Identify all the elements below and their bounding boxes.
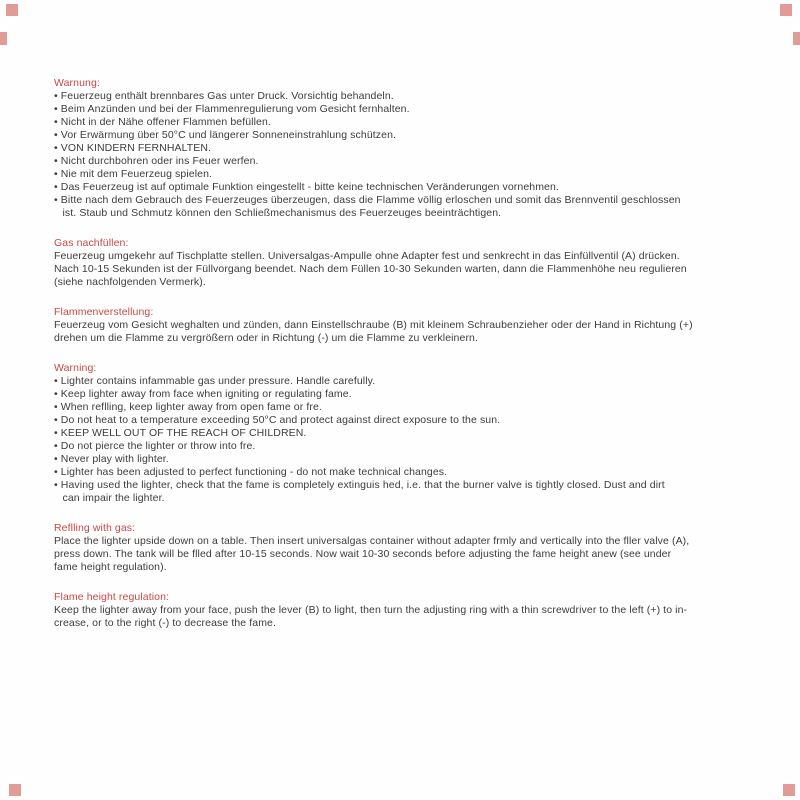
- text-line: • Lighter has been adjusted to perfect functioning - do not make technical changes.: [54, 466, 448, 478]
- text-line: • Das Feuerzeug ist auf optimale Funktion eingestellt - bitte keine technischen Veränderungen vornehmen.: [54, 181, 559, 193]
- section-heading: Flame height regulation:: [54, 591, 170, 603]
- text-column: [54, 77, 760, 647]
- text-line: • VON KINDERN FERNHALTEN.: [54, 142, 212, 154]
- text-line: Nach 10-15 Sekunden ist der Füllvorgang beendet. Nach dem Füllen 10-30 Sekunden warten, dann die Flammenhöhe neu regulieren: [54, 263, 687, 275]
- text-line: • KEEP WELL OUT OF THE REACH OF CHILDREN.: [54, 427, 307, 439]
- section-refilling-with-gas: [54, 522, 760, 574]
- text-line: • Feuerzeug enthält brennbares Gas unter Druck. Vorsichtig behandeln.: [54, 90, 394, 102]
- text-line: • Keep lighter away from face when igniting or regulating fame.: [54, 388, 352, 400]
- text-line-continuation: can impair the lighter.: [62, 492, 165, 504]
- section-heading: Gas nachfüllen:: [54, 237, 129, 249]
- text-line: drehen um die Flamme zu vergrößern oder in Richtung (-) um die Flamme zu verkleinern.: [54, 332, 478, 344]
- text-line: Feuerzeug umgekehr auf Tischplatte stellen. Universalgas-Ampulle ohne Adapter fest und senkrecht in das Einfüllventil (A) drücken.: [54, 250, 680, 262]
- section-flammenverstellung: [54, 306, 760, 345]
- section-heading: Warnung:: [54, 77, 100, 89]
- watermark-fragment: [783, 784, 795, 796]
- text-line: • Do not heat to a temperature exceeding 50°C and protect against direct exposure to the sun.: [54, 414, 501, 426]
- text-line: • Nie mit dem Feuerzeug spielen.: [54, 168, 213, 180]
- text-line: (siehe nachfolgenden Vermerk).: [54, 276, 206, 288]
- watermark-fragment: [793, 32, 800, 45]
- text-line: press down. The tank will be flled after 10-15 seconds. Now wait 10-30 seconds before adjusting the fame height anew (see under: [54, 548, 672, 560]
- text-line: crease, or to the right (-) to decrease the fame.: [54, 617, 277, 629]
- section-heading: Warning:: [54, 362, 97, 374]
- text-line: • Lighter contains infammable gas under pressure. Handle carefully.: [54, 375, 376, 387]
- watermark-fragment: [6, 4, 18, 16]
- watermark-fragment: [0, 32, 7, 45]
- text-line: fame height regulation).: [54, 561, 167, 573]
- text-line: • Do not pierce the lighter or throw into fre.: [54, 440, 256, 452]
- section-heading: Flammenverstellung:: [54, 306, 154, 318]
- text-line: • Vor Erwärmung über 50°C und längerer Sonneneinstrahlung schützen.: [54, 129, 397, 141]
- text-line: • Nicht durchbohren oder ins Feuer werfen.: [54, 155, 259, 167]
- section-flame-height-regulation: [54, 591, 760, 630]
- section-heading: Reflling with gas:: [54, 522, 136, 534]
- section-gas-nachfuellen: [54, 237, 760, 289]
- text-line: • Beim Anzünden und bei der Flammenregulierung vom Gesicht fernhalten.: [54, 103, 410, 115]
- text-line: • When reflling, keep lighter away from open fame or fre.: [54, 401, 322, 413]
- text-line: Feuerzeug vom Gesicht weghalten und zünden, dann Einstellschraube (B) mit kleinem Schraubenzieher oder der Hand in Richtung (+): [54, 319, 693, 331]
- text-line: Place the lighter upside down on a table. Then insert universalgas container without adapter frmly and vertically into the fller valve (A),: [54, 535, 690, 547]
- watermark-fragment: [780, 4, 792, 16]
- text-line-continuation: ist. Staub und Schmutz können den Schließmechanismus des Feuerzeuges beeinträchtigen.: [62, 207, 502, 219]
- text-line: • Bitte nach dem Gebrauch des Feuerzeuges überzeugen, dass die Flamme völlig erloschen und somit das Brennventil geschlossen: [54, 194, 681, 206]
- text-line: Keep the lighter away from your face, push the lever (B) to light, then turn the adjusting ring with a thin screwdriver to the left (+) to in-: [54, 604, 688, 616]
- section-warnung-de: [54, 77, 760, 220]
- text-line: • Never play with lighter.: [54, 453, 169, 465]
- text-line: • Having used the lighter, check that the fame is completely extinguis hed, i.e. that the burner valve is tightly closed. Dust and dirt: [54, 479, 665, 491]
- section-warning-en: [54, 362, 760, 505]
- text-line: • Nicht in der Nähe offener Flammen befüllen.: [54, 116, 271, 128]
- watermark-fragment: [9, 784, 21, 796]
